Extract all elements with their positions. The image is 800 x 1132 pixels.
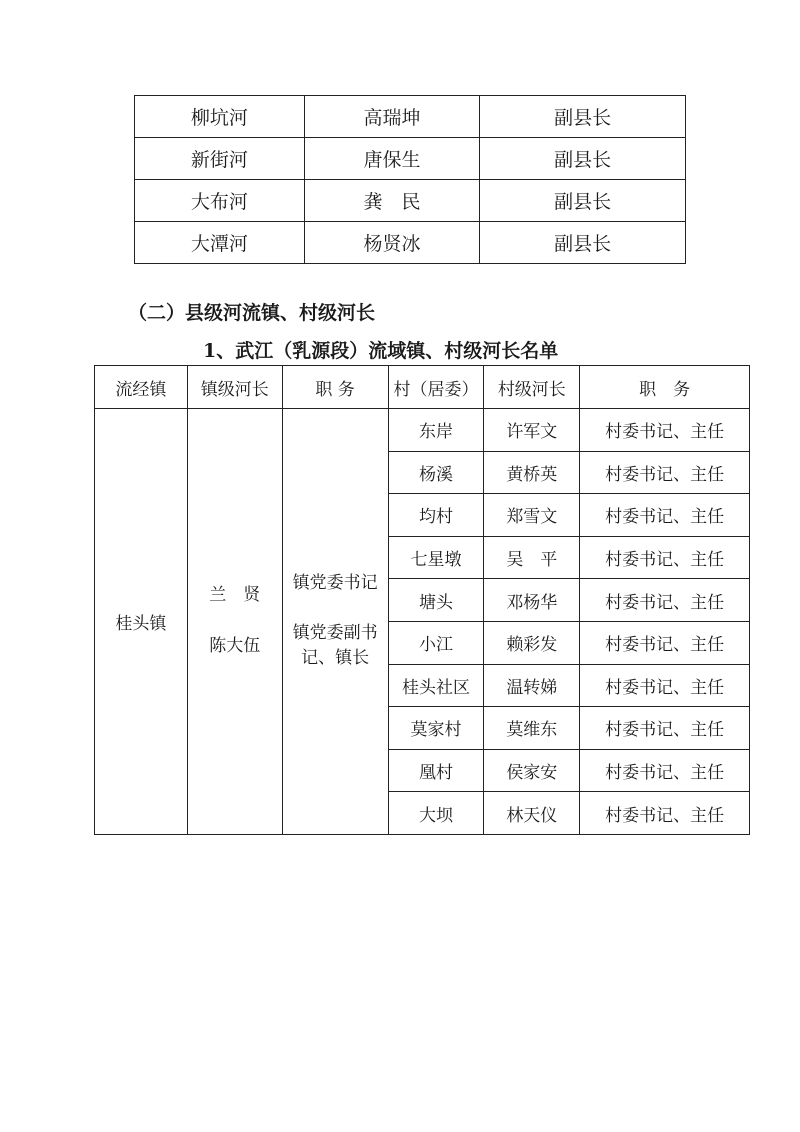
town-village-chief-table: [94, 365, 750, 835]
village-position-cell: 村委书记、主任: [580, 409, 750, 452]
village-position-cell: 村委书记、主任: [580, 536, 750, 579]
chief-title-cell: 副县长: [480, 96, 686, 138]
river-name-cell: 柳坑河: [135, 96, 305, 138]
header-basin-town: 流经镇: [95, 366, 188, 409]
river-name-cell: 新街河: [135, 138, 305, 180]
town-chief-name: 陈大伍: [209, 636, 261, 657]
village-position-cell: 村委书记、主任: [580, 749, 750, 792]
village-position-cell: 村委书记、主任: [580, 707, 750, 750]
village-cell: 均村: [388, 494, 484, 537]
village-position-cell: 村委书记、主任: [580, 494, 750, 537]
village-cell: 七星墩: [388, 536, 484, 579]
village-cell: 杨溪: [388, 451, 484, 494]
town-position-line: 镇党委副书: [292, 622, 378, 643]
town-position-line: 镇党委书记: [292, 573, 378, 594]
village-cell: 大坝: [388, 792, 484, 835]
table-row: [135, 180, 686, 222]
river-name-cell: 大布河: [135, 180, 305, 222]
village-chief-cell: 许军文: [484, 409, 580, 452]
village-cell: 塘头: [388, 579, 484, 622]
table-row: [135, 96, 686, 138]
chief-title-cell: 副县长: [480, 180, 686, 222]
town-position-line: 记、镇长: [301, 648, 370, 669]
village-cell: 桂头社区: [388, 664, 484, 707]
town-chiefs-cell: [187, 409, 282, 835]
village-cell: 凰村: [388, 749, 484, 792]
village-cell: 莫家村: [388, 707, 484, 750]
village-chief-cell: 黄桥英: [484, 451, 580, 494]
town-positions-cell: [282, 409, 388, 835]
sub-heading: 1、武江（乳源段）流域镇、村级河长名单: [203, 340, 559, 362]
county-river-chief-table: [134, 95, 686, 264]
table-header-row: [95, 366, 750, 409]
village-position-cell: 村委书记、主任: [580, 451, 750, 494]
village-cell: 东岸: [388, 409, 484, 452]
village-position-cell: 村委书记、主任: [580, 579, 750, 622]
table-row: [135, 222, 686, 264]
chief-name-cell: 杨贤冰: [304, 222, 480, 264]
village-cell: 小江: [388, 621, 484, 664]
village-position-cell: 村委书记、主任: [580, 621, 750, 664]
village-chief-cell: 林天仪: [484, 792, 580, 835]
chief-name-cell: 高瑞坤: [304, 96, 480, 138]
table-row: [95, 409, 750, 452]
village-position-cell: 村委书记、主任: [580, 792, 750, 835]
town-cell: 桂头镇: [95, 409, 188, 835]
village-chief-cell: 侯家安: [484, 749, 580, 792]
village-position-cell: 村委书记、主任: [580, 664, 750, 707]
header-village-position: 职 务: [580, 366, 750, 409]
town-chief-name: 兰 贤: [209, 584, 261, 605]
section-heading: （二）县级河流镇、村级河长: [128, 302, 376, 324]
village-chief-cell: 邓杨华: [484, 579, 580, 622]
chief-name-cell: 龚 民: [304, 180, 480, 222]
river-name-cell: 大潭河: [135, 222, 305, 264]
header-town-chief: 镇级河长: [187, 366, 282, 409]
village-chief-cell: 温转娣: [484, 664, 580, 707]
village-chief-cell: 吴 平: [484, 536, 580, 579]
header-village: 村（居委）: [388, 366, 484, 409]
chief-title-cell: 副县长: [480, 222, 686, 264]
village-chief-cell: 赖彩发: [484, 621, 580, 664]
chief-name-cell: 唐保生: [304, 138, 480, 180]
chief-title-cell: 副县长: [480, 138, 686, 180]
table-row: [135, 138, 686, 180]
village-chief-cell: 郑雪文: [484, 494, 580, 537]
header-village-chief: 村级河长: [484, 366, 580, 409]
header-position: 职 务: [282, 366, 388, 409]
village-chief-cell: 莫维东: [484, 707, 580, 750]
